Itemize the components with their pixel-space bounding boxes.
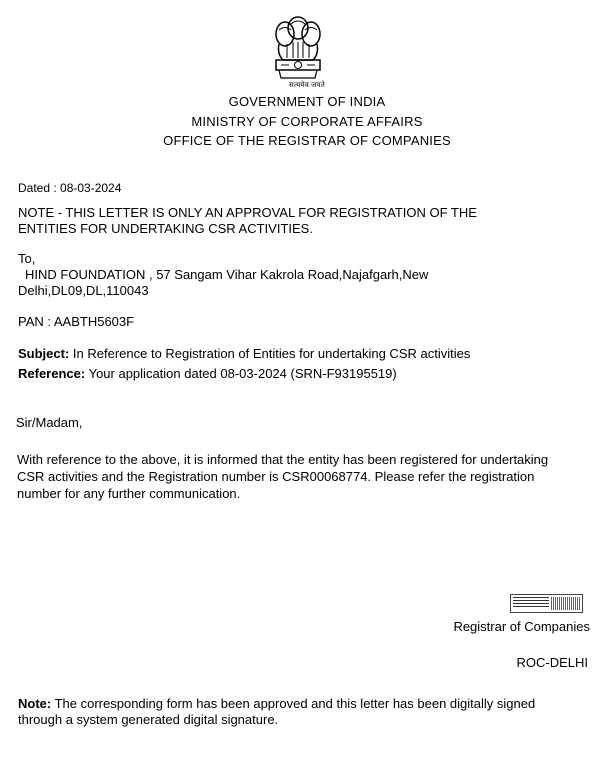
header-office: OFFICE OF THE REGISTRAR OF COMPANIES xyxy=(163,133,451,148)
note-line-1: NOTE - THIS LETTER IS ONLY AN APPROVAL FOR REGISTRATION OF THE xyxy=(18,205,477,220)
letter-date: Dated : 08-03-2024 xyxy=(18,181,122,195)
subject-text: In Reference to Registration of Entities for undertaking CSR activities xyxy=(72,346,471,361)
note-line-2: ENTITIES FOR UNDERTAKING CSR ACTIVITIES. xyxy=(18,221,313,236)
footer-note-line-1 xyxy=(18,696,535,712)
emblem-motto: सत्यमेव जयते xyxy=(289,82,325,89)
footer-note-line-2: through a system generated digital signature. xyxy=(18,712,279,727)
salutation: Sir/Madam, xyxy=(16,415,83,430)
reference-line xyxy=(18,366,397,382)
address-line-1: HIND FOUNDATION , 57 Sangam Vihar Kakrola Road,Najafgarh,New xyxy=(25,267,429,282)
body-line-3: number for any further communication. xyxy=(17,486,241,501)
reference-text: Your application dated 08-03-2024 (SRN-F93195519) xyxy=(88,366,397,381)
digital-signature-stamp xyxy=(510,594,583,613)
to-label: To, xyxy=(18,251,36,266)
header-government: GOVERNMENT OF INDIA xyxy=(228,94,386,109)
signatory-title: Registrar of Companies xyxy=(453,619,590,634)
header-ministry: MINISTRY OF CORPORATE AFFAIRS xyxy=(191,114,423,129)
pan-number: PAN : AABTH5603F xyxy=(18,314,135,329)
signatory-office: ROC-DELHI xyxy=(516,655,588,670)
reference-label: Reference: xyxy=(18,366,86,381)
footer-note-text: The corresponding form has been approved and this letter has been digitally signed xyxy=(54,696,536,711)
body-line-2: CSR activities and the Registration number is CSR00068774. Please refer the registration xyxy=(17,469,535,484)
body-line-1: With reference to the above, it is informed that the entity has been registered for undertaking xyxy=(17,452,549,467)
subject-label: Subject: xyxy=(18,346,70,361)
footer-note-label: Note: xyxy=(18,696,52,711)
address-line-2: Delhi,DL09,DL,110043 xyxy=(18,283,149,298)
subject-line xyxy=(18,346,470,362)
